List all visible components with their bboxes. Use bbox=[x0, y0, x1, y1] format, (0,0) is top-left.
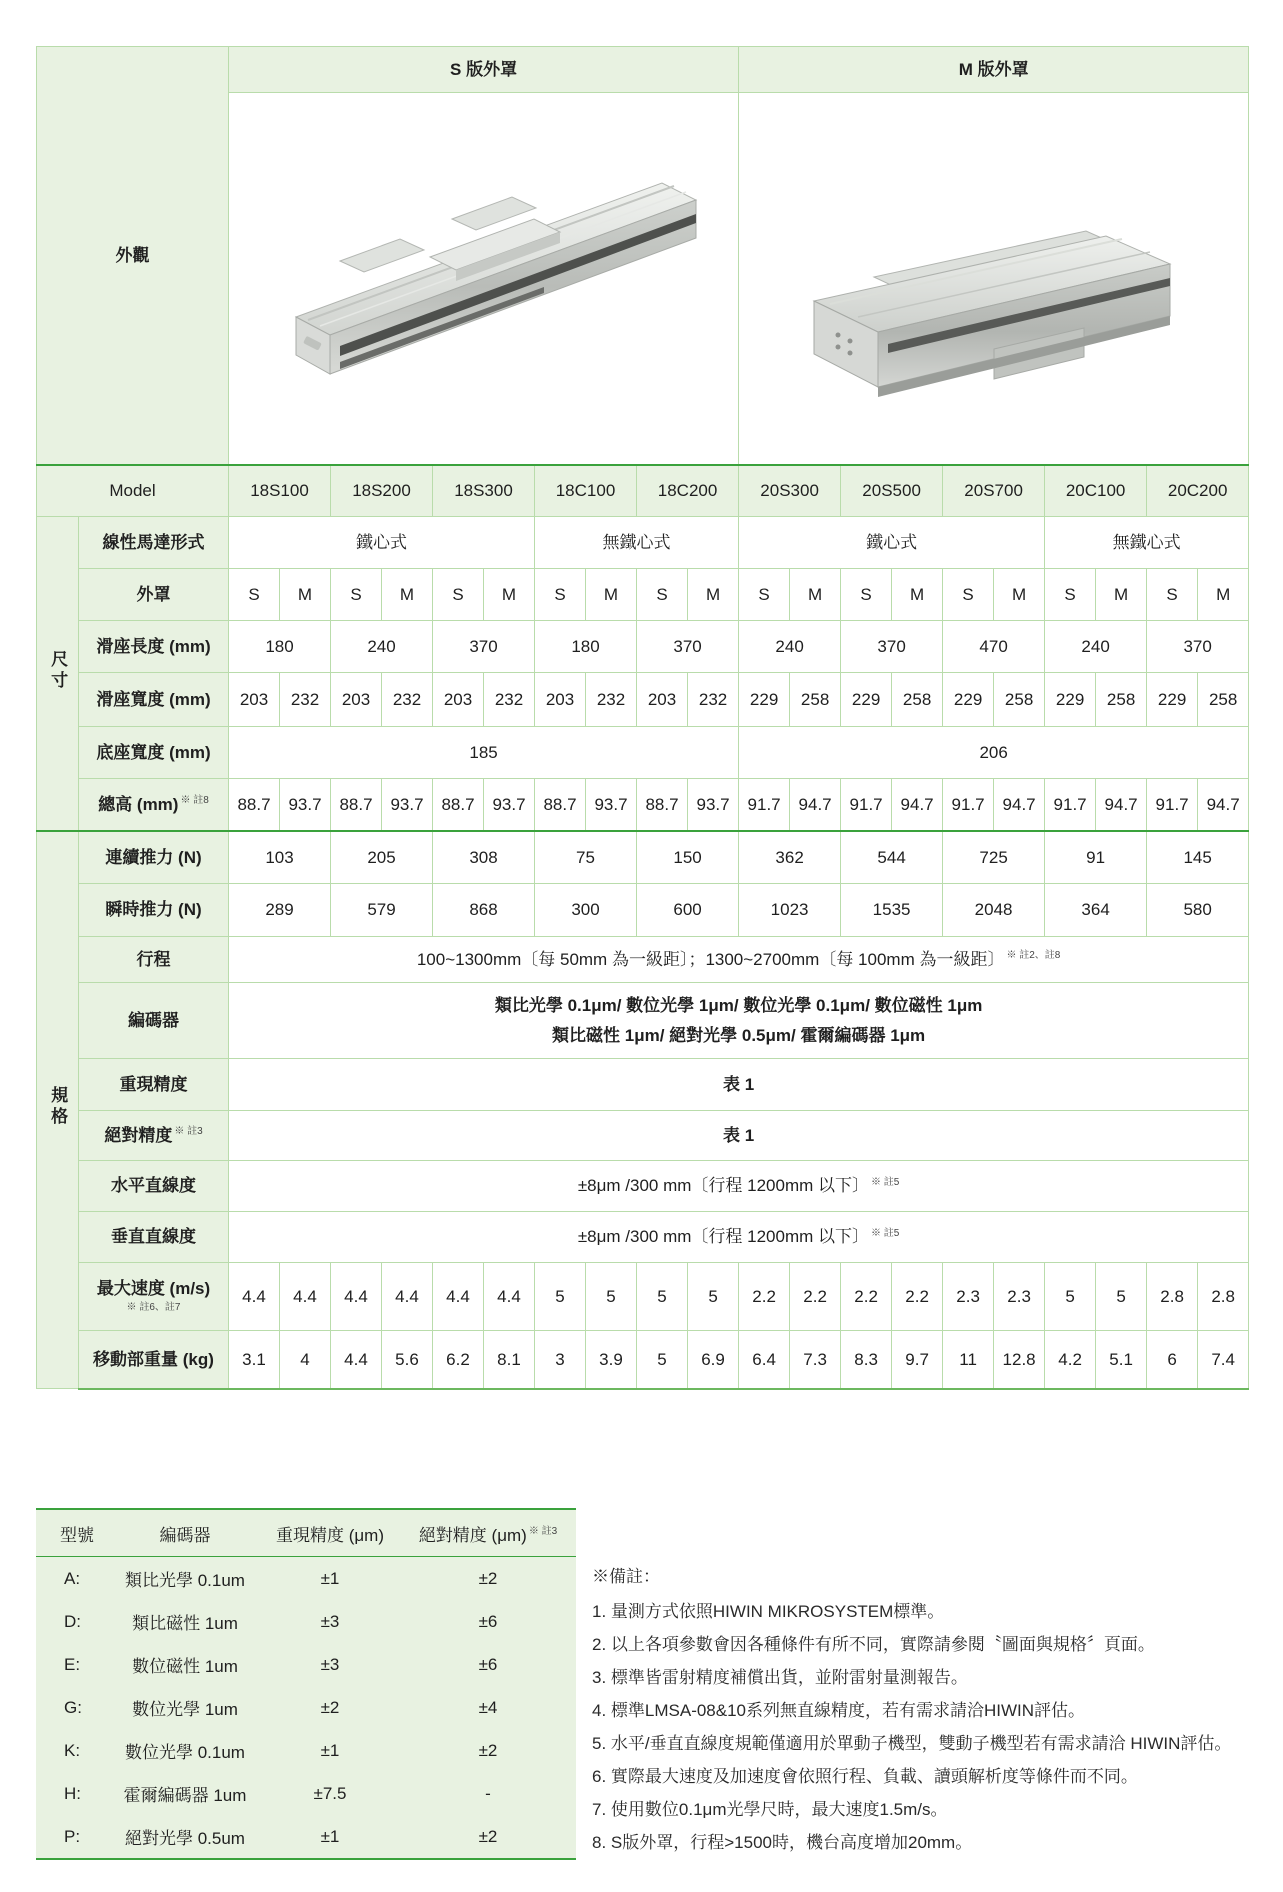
moving-weight-cell: 5.6 bbox=[382, 1331, 433, 1389]
row-label-moving-weight: 移動部重量 (kg) bbox=[79, 1331, 229, 1389]
vertical-straightness-text: ±8μm /300 mm〔行程 1200mm 以下〕 bbox=[577, 1227, 870, 1247]
model-cell: 20C200 bbox=[1147, 465, 1249, 517]
cover-type-cell: S bbox=[943, 569, 994, 621]
total-height-cell: 88.7 bbox=[433, 779, 484, 831]
cover-type-cell: S bbox=[1045, 569, 1096, 621]
s-version-product-image bbox=[229, 93, 739, 465]
row-label-absolute-accuracy bbox=[79, 1111, 229, 1161]
absolute-accuracy-value: 表 1 bbox=[229, 1111, 1249, 1161]
slider-width-cell: 203 bbox=[637, 673, 688, 727]
total-height-label-text: 總高 (mm) bbox=[98, 794, 179, 814]
encoder-name: 類比光學 0.1um bbox=[125, 1571, 245, 1590]
slider-length-cell: 370 bbox=[841, 621, 943, 673]
peak-force-cell: 580 bbox=[1147, 884, 1249, 937]
model-row-label: Model bbox=[37, 465, 229, 517]
slider-width-cell: 258 bbox=[1096, 673, 1147, 727]
motor-type-row bbox=[37, 517, 1249, 569]
encoder-table-header-absolute bbox=[400, 1509, 576, 1557]
total-height-cell: 91.7 bbox=[1045, 779, 1096, 831]
total-height-cell: 94.7 bbox=[1198, 779, 1249, 831]
m-cover-header: M 版外罩 bbox=[739, 47, 1249, 93]
motor-type-group: 鐵心式 bbox=[739, 517, 1045, 569]
max-speed-label-text: 最大速度 (m/s) bbox=[96, 1279, 211, 1299]
continuous-force-cell: 544 bbox=[841, 831, 943, 884]
max-speed-cell: 2.3 bbox=[994, 1263, 1045, 1331]
stroke-value-text: 100~1300mm〔每 50mm 為一級距〕；1300~2700mm〔每 100mm 為一級距〕 bbox=[416, 949, 1005, 969]
encoder-table-header-absolute-text: 絕對精度 (μm) bbox=[418, 1525, 527, 1545]
encoder-absolute: ±2 bbox=[478, 1826, 498, 1846]
model-cell: 18S100 bbox=[229, 465, 331, 517]
model-cell: 18C200 bbox=[637, 465, 739, 517]
vertical-straightness-value bbox=[229, 1212, 1249, 1263]
continuous-force-cell: 362 bbox=[739, 831, 841, 884]
max-speed-cell: 2.2 bbox=[790, 1263, 841, 1331]
encoder-table-row bbox=[36, 1772, 576, 1815]
continuous-force-cell: 150 bbox=[637, 831, 739, 884]
cover-type-row bbox=[37, 569, 1249, 621]
encoder-repeatability: ±3 bbox=[320, 1654, 340, 1674]
cover-type-cell: M bbox=[382, 569, 433, 621]
moving-weight-cell: 8.3 bbox=[841, 1331, 892, 1389]
slider-length-cell: 240 bbox=[1045, 621, 1147, 673]
moving-weight-cell: 7.4 bbox=[1198, 1331, 1249, 1389]
encoder-absolute: ±2 bbox=[478, 1568, 498, 1588]
slider-width-cell: 229 bbox=[739, 673, 790, 727]
max-speed-cell: 2.2 bbox=[892, 1263, 943, 1331]
moving-weight-cell: 4.2 bbox=[1045, 1331, 1096, 1389]
encoder-absolute: ±6 bbox=[478, 1611, 498, 1631]
peak-force-cell: 2048 bbox=[943, 884, 1045, 937]
moving-weight-cell: 3 bbox=[535, 1331, 586, 1389]
cover-type-cell: S bbox=[535, 569, 586, 621]
continuous-force-cell: 725 bbox=[943, 831, 1045, 884]
cover-type-cell: M bbox=[280, 569, 331, 621]
cover-header-row bbox=[37, 47, 1249, 93]
model-cell: 20C100 bbox=[1045, 465, 1147, 517]
peak-force-cell: 300 bbox=[535, 884, 637, 937]
max-speed-cell: 5 bbox=[688, 1263, 739, 1331]
repeatability-value: 表 1 bbox=[229, 1059, 1249, 1111]
cover-type-cell: M bbox=[892, 569, 943, 621]
encoder-name: 霍爾編碼器 1um bbox=[123, 1786, 247, 1805]
continuous-force-cell: 308 bbox=[433, 831, 535, 884]
encoder-row bbox=[37, 983, 1249, 1059]
cover-type-cell: M bbox=[790, 569, 841, 621]
continuous-force-cell: 75 bbox=[535, 831, 637, 884]
slider-width-cell: 232 bbox=[280, 673, 331, 727]
moving-weight-cell: 4 bbox=[280, 1331, 331, 1389]
absolute-accuracy-row bbox=[37, 1111, 1249, 1161]
moving-weight-cell: 3.9 bbox=[586, 1331, 637, 1389]
cover-type-cell: S bbox=[841, 569, 892, 621]
m-version-product-image bbox=[739, 93, 1249, 465]
notes-title: ※備註： bbox=[592, 1567, 660, 1586]
encoder-line-2: 類比磁性 1μm/ 絕對光學 0.5μm/ 霍爾編碼器 1μm bbox=[552, 1025, 926, 1045]
encoder-repeatability: ±1 bbox=[320, 1740, 340, 1760]
model-cell: 18C100 bbox=[535, 465, 637, 517]
cover-type-cell: S bbox=[331, 569, 382, 621]
row-label-max-speed bbox=[79, 1263, 229, 1331]
encoder-absolute: ±2 bbox=[478, 1740, 498, 1760]
moving-weight-cell: 6.2 bbox=[433, 1331, 484, 1389]
model-cell: 20S300 bbox=[739, 465, 841, 517]
moving-weight-cell: 5.1 bbox=[1096, 1331, 1147, 1389]
encoder-accuracy-table bbox=[36, 1508, 576, 1860]
slider-length-cell: 180 bbox=[535, 621, 637, 673]
encoder-absolute: - bbox=[485, 1783, 491, 1803]
slider-width-cell: 232 bbox=[382, 673, 433, 727]
slider-width-cell: 229 bbox=[943, 673, 994, 727]
total-height-cell: 88.7 bbox=[229, 779, 280, 831]
base-width-row bbox=[37, 727, 1249, 779]
section-label-dimensions: 尺寸 bbox=[37, 517, 79, 831]
cover-type-cell: S bbox=[739, 569, 790, 621]
slider-length-cell: 370 bbox=[433, 621, 535, 673]
encoder-table-row bbox=[36, 1815, 576, 1859]
encoder-repeatability: ±1 bbox=[320, 1568, 340, 1588]
section-label-specs: 規格 bbox=[37, 831, 79, 1389]
encoder-name: 數位光學 0.1um bbox=[125, 1743, 245, 1762]
moving-weight-cell: 6.4 bbox=[739, 1331, 790, 1389]
encoder-line-1: 類比光學 0.1μm/ 數位光學 1μm/ 數位光學 0.1μm/ 數位磁性 1μm bbox=[494, 995, 983, 1015]
continuous-force-cell: 91 bbox=[1045, 831, 1147, 884]
encoder-table-header-encoder: 編碼器 bbox=[110, 1509, 260, 1557]
cover-type-cell: S bbox=[229, 569, 280, 621]
encoder-table-row bbox=[36, 1557, 576, 1601]
encoder-name: 絕對光學 0.5um bbox=[125, 1829, 245, 1848]
moving-weight-cell: 4.4 bbox=[331, 1331, 382, 1389]
total-height-cell: 91.7 bbox=[739, 779, 790, 831]
row-label-continuous-force: 連續推力 (N) bbox=[79, 831, 229, 884]
encoder-code: H: bbox=[64, 1783, 81, 1803]
peak-force-cell: 1023 bbox=[739, 884, 841, 937]
continuous-force-cell: 145 bbox=[1147, 831, 1249, 884]
encoder-repeatability: ±7.5 bbox=[313, 1783, 347, 1803]
motor-type-group: 鐵心式 bbox=[229, 517, 535, 569]
total-height-cell: 93.7 bbox=[688, 779, 739, 831]
cover-type-cell: M bbox=[484, 569, 535, 621]
peak-force-cell: 289 bbox=[229, 884, 331, 937]
moving-weight-cell: 12.8 bbox=[994, 1331, 1045, 1389]
base-width-cell: 206 bbox=[739, 727, 1249, 779]
model-cell: 18S200 bbox=[331, 465, 433, 517]
slider-width-cell: 258 bbox=[892, 673, 943, 727]
max-speed-cell: 5 bbox=[535, 1263, 586, 1331]
base-width-cell: 185 bbox=[229, 727, 739, 779]
linear-stage-s-illustration bbox=[244, 111, 724, 441]
peak-force-cell: 364 bbox=[1045, 884, 1147, 937]
row-label-stroke: 行程 bbox=[79, 937, 229, 983]
moving-weight-cell: 6.9 bbox=[688, 1331, 739, 1389]
encoder-table-header-row bbox=[36, 1509, 576, 1557]
horizontal-straightness-row bbox=[37, 1161, 1249, 1212]
row-label-motor-type: 線性馬達形式 bbox=[79, 517, 229, 569]
horizontal-straightness-note: ※ 註5 bbox=[871, 1176, 900, 1188]
cover-type-cell: M bbox=[994, 569, 1045, 621]
note-item: 4. 標準LMSA-08&10系列無直線精度，若有需求請洽HIWIN評估。 bbox=[592, 1701, 1086, 1720]
row-label-vertical-straightness: 垂直直線度 bbox=[79, 1212, 229, 1263]
total-height-cell: 93.7 bbox=[382, 779, 433, 831]
cover-type-cell: S bbox=[433, 569, 484, 621]
absolute-accuracy-note: ※ 註3 bbox=[174, 1126, 203, 1138]
slider-width-cell: 203 bbox=[331, 673, 382, 727]
vertical-straightness-note: ※ 註5 bbox=[871, 1227, 900, 1239]
cover-type-cell: M bbox=[688, 569, 739, 621]
row-label-total-height bbox=[79, 779, 229, 831]
encoder-value bbox=[229, 983, 1249, 1059]
total-height-note: ※ 註8 bbox=[180, 794, 209, 806]
total-height-row bbox=[37, 779, 1249, 831]
slider-width-cell: 203 bbox=[433, 673, 484, 727]
peak-force-row bbox=[37, 884, 1249, 937]
cover-type-cell: M bbox=[1096, 569, 1147, 621]
encoder-absolute: ±4 bbox=[478, 1697, 498, 1717]
encoder-name: 數位磁性 1um bbox=[132, 1657, 238, 1676]
total-height-cell: 91.7 bbox=[1147, 779, 1198, 831]
encoder-table-header-note: ※ 註3 bbox=[528, 1525, 558, 1537]
slider-length-cell: 180 bbox=[229, 621, 331, 673]
total-height-cell: 94.7 bbox=[1096, 779, 1147, 831]
total-height-cell: 93.7 bbox=[280, 779, 331, 831]
continuous-force-cell: 103 bbox=[229, 831, 331, 884]
stroke-note: ※ 註2、註8 bbox=[1006, 950, 1061, 962]
note-item: 8. S版外罩，行程>1500時，機台高度增加20mm。 bbox=[592, 1833, 973, 1852]
slider-width-cell: 229 bbox=[1045, 673, 1096, 727]
moving-weight-cell: 7.3 bbox=[790, 1331, 841, 1389]
max-speed-note: ※ 註6、註7 bbox=[126, 1302, 181, 1314]
model-cell: 20S500 bbox=[841, 465, 943, 517]
linear-stage-m-illustration bbox=[754, 111, 1234, 441]
max-speed-cell: 2.8 bbox=[1198, 1263, 1249, 1331]
note-item: 2. 以上各項參數會因各種條件有所不同，實際請參閱〝圖面與規格〞頁面。 bbox=[592, 1635, 1155, 1654]
total-height-cell: 88.7 bbox=[331, 779, 382, 831]
slider-width-cell: 229 bbox=[841, 673, 892, 727]
row-label-cover: 外罩 bbox=[79, 569, 229, 621]
row-label-slider-width: 滑座寬度 (mm) bbox=[79, 673, 229, 727]
max-speed-cell: 2.8 bbox=[1147, 1263, 1198, 1331]
peak-force-cell: 1535 bbox=[841, 884, 943, 937]
encoder-code: P: bbox=[64, 1826, 81, 1846]
moving-weight-cell: 8.1 bbox=[484, 1331, 535, 1389]
total-height-cell: 94.7 bbox=[790, 779, 841, 831]
encoder-repeatability: ±1 bbox=[320, 1826, 340, 1846]
slider-length-cell: 370 bbox=[637, 621, 739, 673]
moving-weight-row bbox=[37, 1331, 1249, 1389]
model-row bbox=[37, 465, 1249, 517]
max-speed-cell: 5 bbox=[637, 1263, 688, 1331]
s-cover-header: S 版外罩 bbox=[229, 47, 739, 93]
notes-block bbox=[592, 1560, 1264, 1859]
row-label-encoder: 編碼器 bbox=[79, 983, 229, 1059]
max-speed-cell: 4.4 bbox=[382, 1263, 433, 1331]
note-item: 7. 使用數位0.1μm光學尺時，最大速度1.5m/s。 bbox=[592, 1800, 948, 1819]
encoder-table-row bbox=[36, 1686, 576, 1729]
encoder-code: A: bbox=[64, 1568, 81, 1588]
total-height-cell: 94.7 bbox=[892, 779, 943, 831]
moving-weight-cell: 9.7 bbox=[892, 1331, 943, 1389]
max-speed-cell: 5 bbox=[1045, 1263, 1096, 1331]
absolute-accuracy-label-text: 絕對精度 bbox=[104, 1125, 173, 1145]
max-speed-cell: 4.4 bbox=[229, 1263, 280, 1331]
max-speed-cell: 4.4 bbox=[280, 1263, 331, 1331]
max-speed-cell: 4.4 bbox=[433, 1263, 484, 1331]
note-item: 1. 量測方式依照HIWIN MIKROSYSTEM標準。 bbox=[592, 1602, 945, 1621]
max-speed-cell: 2.3 bbox=[943, 1263, 994, 1331]
total-height-cell: 88.7 bbox=[535, 779, 586, 831]
total-height-cell: 88.7 bbox=[637, 779, 688, 831]
horizontal-straightness-value bbox=[229, 1161, 1249, 1212]
encoder-table-header-model: 型號 bbox=[36, 1509, 110, 1557]
row-label-horizontal-straightness: 水平直線度 bbox=[79, 1161, 229, 1212]
slider-width-cell: 232 bbox=[688, 673, 739, 727]
cover-type-cell: S bbox=[1147, 569, 1198, 621]
cover-type-cell: M bbox=[1198, 569, 1249, 621]
appearance-label: 外觀 bbox=[37, 47, 229, 465]
slider-width-cell: 203 bbox=[535, 673, 586, 727]
max-speed-cell: 4.4 bbox=[331, 1263, 382, 1331]
repeatability-row bbox=[37, 1059, 1249, 1111]
encoder-table-header-repeatability: 重現精度 (μm) bbox=[260, 1509, 400, 1557]
cover-type-cell: M bbox=[586, 569, 637, 621]
slider-width-cell: 258 bbox=[790, 673, 841, 727]
vertical-straightness-row bbox=[37, 1212, 1249, 1263]
spec-table bbox=[36, 46, 1249, 1390]
row-label-repeatability: 重現精度 bbox=[79, 1059, 229, 1111]
note-item: 5. 水平/垂直直線度規範僅適用於單動子機型，雙動子機型若有需求請洽 HIWIN評估。 bbox=[592, 1734, 1232, 1753]
row-label-slider-length: 滑座長度 (mm) bbox=[79, 621, 229, 673]
motor-type-group: 無鐵心式 bbox=[1045, 517, 1249, 569]
encoder-repeatability: ±3 bbox=[320, 1611, 340, 1631]
slider-width-cell: 258 bbox=[994, 673, 1045, 727]
encoder-table-row bbox=[36, 1600, 576, 1643]
max-speed-row bbox=[37, 1263, 1249, 1331]
max-speed-cell: 4.4 bbox=[484, 1263, 535, 1331]
slider-length-cell: 240 bbox=[739, 621, 841, 673]
moving-weight-cell: 6 bbox=[1147, 1331, 1198, 1389]
slider-width-cell: 232 bbox=[484, 673, 535, 727]
encoder-code: E: bbox=[64, 1654, 81, 1674]
row-label-peak-force: 瞬時推力 (N) bbox=[79, 884, 229, 937]
max-speed-cell: 5 bbox=[1096, 1263, 1147, 1331]
note-item: 6. 實際最大速度及加速度會依照行程、負載、讀頭解析度等條件而不同。 bbox=[592, 1767, 1138, 1786]
model-cell: 20S700 bbox=[943, 465, 1045, 517]
peak-force-cell: 579 bbox=[331, 884, 433, 937]
total-height-cell: 94.7 bbox=[994, 779, 1045, 831]
continuous-force-cell: 205 bbox=[331, 831, 433, 884]
motor-type-group: 無鐵心式 bbox=[535, 517, 739, 569]
peak-force-cell: 600 bbox=[637, 884, 739, 937]
slider-width-row bbox=[37, 673, 1249, 727]
slider-width-cell: 229 bbox=[1147, 673, 1198, 727]
horizontal-straightness-text: ±8μm /300 mm〔行程 1200mm 以下〕 bbox=[577, 1176, 870, 1196]
moving-weight-cell: 5 bbox=[637, 1331, 688, 1389]
encoder-name: 類比磁性 1um bbox=[132, 1614, 238, 1633]
slider-length-cell: 240 bbox=[331, 621, 433, 673]
slider-width-cell: 258 bbox=[1198, 673, 1249, 727]
stroke-value bbox=[229, 937, 1249, 983]
encoder-code: G: bbox=[64, 1697, 82, 1717]
total-height-cell: 91.7 bbox=[841, 779, 892, 831]
cover-type-cell: S bbox=[637, 569, 688, 621]
encoder-name: 數位光學 1um bbox=[132, 1700, 238, 1719]
max-speed-cell: 5 bbox=[586, 1263, 637, 1331]
total-height-cell: 91.7 bbox=[943, 779, 994, 831]
moving-weight-cell: 11 bbox=[943, 1331, 994, 1389]
note-item: 3. 標準皆雷射精度補償出貨，並附雷射量測報告。 bbox=[592, 1668, 968, 1687]
encoder-code: D: bbox=[64, 1611, 81, 1631]
moving-weight-cell: 3.1 bbox=[229, 1331, 280, 1389]
max-speed-cell: 2.2 bbox=[739, 1263, 790, 1331]
slider-width-cell: 232 bbox=[586, 673, 637, 727]
slider-length-cell: 370 bbox=[1147, 621, 1249, 673]
total-height-cell: 93.7 bbox=[586, 779, 637, 831]
encoder-repeatability: ±2 bbox=[320, 1697, 340, 1717]
encoder-table-row bbox=[36, 1643, 576, 1686]
total-height-cell: 93.7 bbox=[484, 779, 535, 831]
continuous-force-row bbox=[37, 831, 1249, 884]
peak-force-cell: 868 bbox=[433, 884, 535, 937]
max-speed-cell: 2.2 bbox=[841, 1263, 892, 1331]
row-label-base-width: 底座寬度 (mm) bbox=[79, 727, 229, 779]
slider-length-cell: 470 bbox=[943, 621, 1045, 673]
slider-width-cell: 203 bbox=[229, 673, 280, 727]
slider-length-row bbox=[37, 621, 1249, 673]
encoder-absolute: ±6 bbox=[478, 1654, 498, 1674]
stroke-row bbox=[37, 937, 1249, 983]
encoder-code: K: bbox=[64, 1740, 81, 1760]
encoder-table-row bbox=[36, 1729, 576, 1772]
model-cell: 18S300 bbox=[433, 465, 535, 517]
